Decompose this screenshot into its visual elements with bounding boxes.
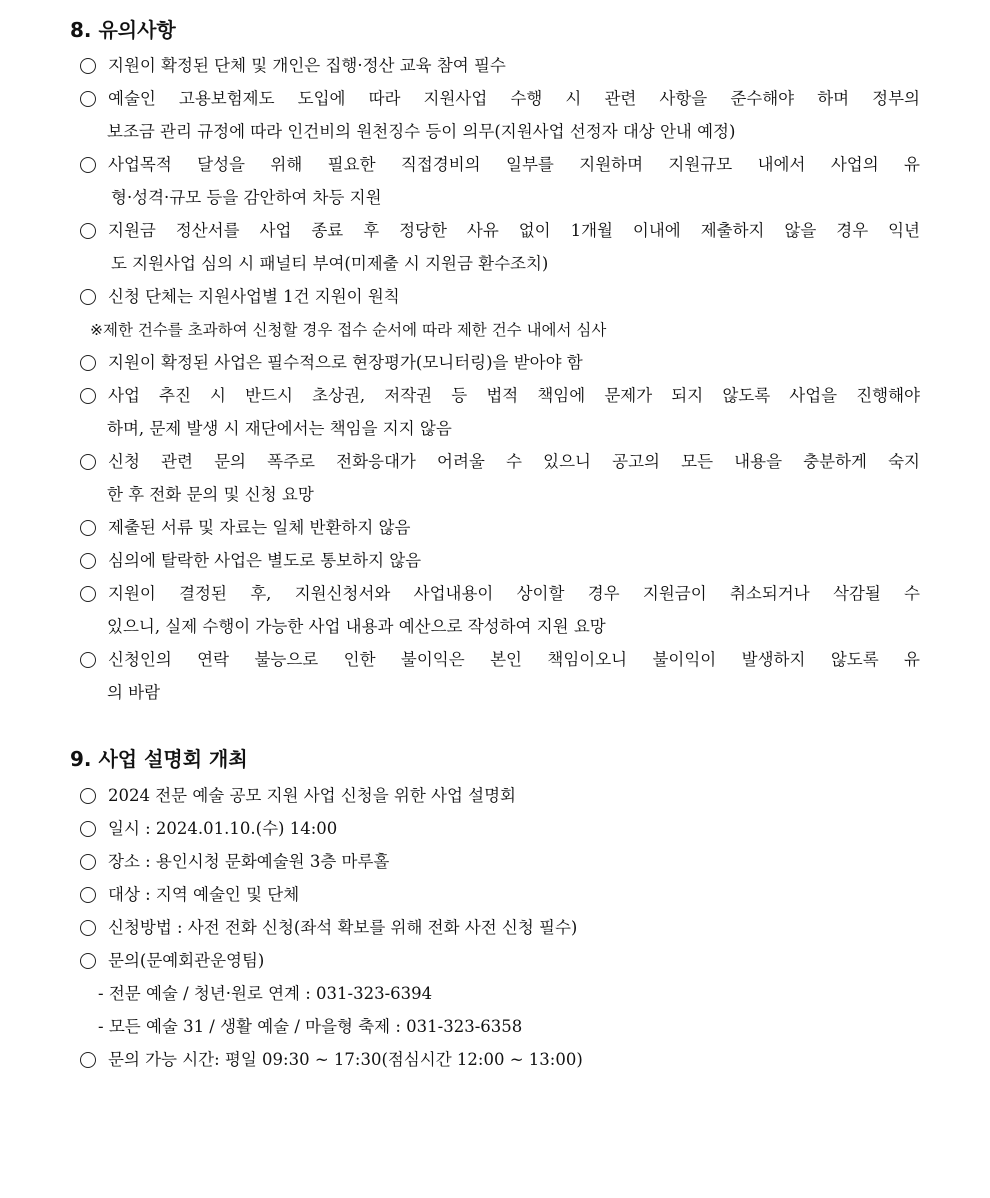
circle-bullet-icon — [80, 920, 96, 936]
circle-bullet-icon — [80, 58, 96, 74]
circle-bullet-icon — [80, 388, 96, 404]
limit-note: ※제한 건수를 초과하여 신청할 경우 접수 순서에 따라 제한 건수 내에서 심사 — [90, 321, 607, 339]
briefing-item-method — [80, 915, 577, 941]
notice-item-11 — [80, 581, 920, 607]
notice-item-7 — [80, 383, 920, 409]
circle-bullet-icon — [80, 586, 96, 602]
item-text: 예술인 고용보험제도 도입에 따라 지원사업 수행 시 관련 사항을 준수해야 하며 정부의 — [108, 89, 920, 108]
notice-item-10 — [80, 548, 421, 574]
notice-item-11-cont: 있으니, 실제 수행이 가능한 사업 내용과 예산으로 작성하여 지원 요망 — [107, 617, 606, 636]
item-text: 장소 : 용인시청 문화예술원 3층 마루홀 — [108, 852, 390, 871]
circle-bullet-icon — [80, 652, 96, 668]
section-8-title: 8. 유의사항 — [70, 18, 176, 42]
item-text: 사업목적 달성을 위해 필요한 직접경비의 일부를 지원하며 지원규모 내에서 사업의 유 — [108, 155, 920, 174]
briefing-item-hours — [80, 1047, 583, 1073]
circle-bullet-icon — [80, 91, 96, 107]
contact-line-2: - 모든 예술 31 / 생활 예술 / 마을형 축제 : 031-323-6358 — [98, 1017, 523, 1036]
notice-item-2 — [80, 86, 920, 112]
notice-item-3 — [80, 152, 920, 178]
circle-bullet-icon — [80, 355, 96, 371]
item-text: 2024 전문 예술 공모 지원 사업 신청을 위한 사업 설명회 — [108, 786, 516, 805]
item-text: 문의(문예회관운영팀) — [108, 951, 265, 970]
notice-item-12 — [80, 647, 920, 673]
item-text: 지원이 결정된 후, 지원신청서와 사업내용이 상이할 경우 지원금이 취소되거나 삭감될 수 — [108, 584, 920, 603]
circle-bullet-icon — [80, 854, 96, 870]
notice-item-12-cont: 의 바람 — [107, 683, 161, 702]
circle-bullet-icon — [80, 553, 96, 569]
circle-bullet-icon — [80, 788, 96, 804]
item-text: 지원이 확정된 단체 및 개인은 집행·정산 교육 참여 필수 — [108, 56, 506, 75]
briefing-item-venue — [80, 849, 389, 875]
circle-bullet-icon — [80, 520, 96, 536]
briefing-item-1 — [80, 783, 516, 809]
item-text: 심의에 탈락한 사업은 별도로 통보하지 않음 — [108, 551, 422, 570]
item-text: 사업 추진 시 반드시 초상권, 저작권 등 법적 책임에 문제가 되지 않도록 사업을 진행해야 — [108, 386, 920, 405]
item-text: 신청 관련 문의 폭주로 전화응대가 어려울 수 있으니 공고의 모든 내용을 충분하게 숙지 — [108, 452, 920, 471]
notice-item-5 — [80, 284, 400, 310]
item-text: 문의 가능 시간: 평일 09:30 ~ 17:30(점심시간 12:00 ~ 13:00) — [108, 1050, 583, 1069]
circle-bullet-icon — [80, 223, 96, 239]
notice-item-9 — [80, 515, 410, 541]
item-text: 제출된 서류 및 자료는 일체 반환하지 않음 — [108, 518, 411, 537]
circle-bullet-icon — [80, 289, 96, 305]
section-9-title: 9. 사업 설명회 개최 — [70, 747, 248, 771]
notice-item-4 — [80, 218, 920, 244]
notice-item-8-cont: 한 후 전화 문의 및 신청 요망 — [107, 485, 314, 504]
circle-bullet-icon — [80, 953, 96, 969]
item-text: 신청방법 : 사전 전화 신청(좌석 확보를 위해 전화 사전 신청 필수) — [108, 918, 578, 937]
notice-item-2-cont: 보조금 관리 규정에 따라 인건비의 원천징수 등이 의무(지원사업 선정자 대상 안내 예정) — [107, 122, 736, 141]
notice-item-1 — [80, 53, 506, 79]
circle-bullet-icon — [80, 821, 96, 837]
circle-bullet-icon — [80, 1052, 96, 1068]
notice-item-4-cont: 도 지원사업 심의 시 패널티 부여(미제출 시 지원금 환수조치) — [111, 254, 549, 273]
notice-item-6 — [80, 350, 583, 376]
briefing-item-target — [80, 882, 299, 908]
item-text: 대상 : 지역 예술인 및 단체 — [108, 885, 300, 904]
item-text: 지원이 확정된 사업은 필수적으로 현장평가(모니터링)을 받아야 함 — [108, 353, 583, 372]
briefing-item-inquiry — [80, 948, 264, 974]
item-text: 신청인의 연락 불능으로 인한 불이익은 본인 책임이오니 불이익이 발생하지 않도록 유 — [108, 650, 920, 669]
item-text: 일시 : 2024.01.10.(수) 14:00 — [108, 819, 338, 838]
briefing-item-date — [80, 816, 337, 842]
notice-item-3-cont: 형·성격·규모 등을 감안하여 차등 지원 — [111, 188, 382, 207]
item-text: 지원금 정산서를 사업 종료 후 정당한 사유 없이 1개월 이내에 제출하지 않을 경우 익년 — [108, 221, 920, 240]
circle-bullet-icon — [80, 454, 96, 470]
contact-line-1: - 전문 예술 / 청년·원로 연계 : 031-323-6394 — [98, 984, 433, 1003]
circle-bullet-icon — [80, 887, 96, 903]
notice-item-8 — [80, 449, 920, 475]
item-text: 신청 단체는 지원사업별 1건 지원이 원칙 — [108, 287, 400, 306]
notice-item-7-cont: 하며, 문제 발생 시 재단에서는 책임을 지지 않음 — [107, 419, 452, 438]
circle-bullet-icon — [80, 157, 96, 173]
